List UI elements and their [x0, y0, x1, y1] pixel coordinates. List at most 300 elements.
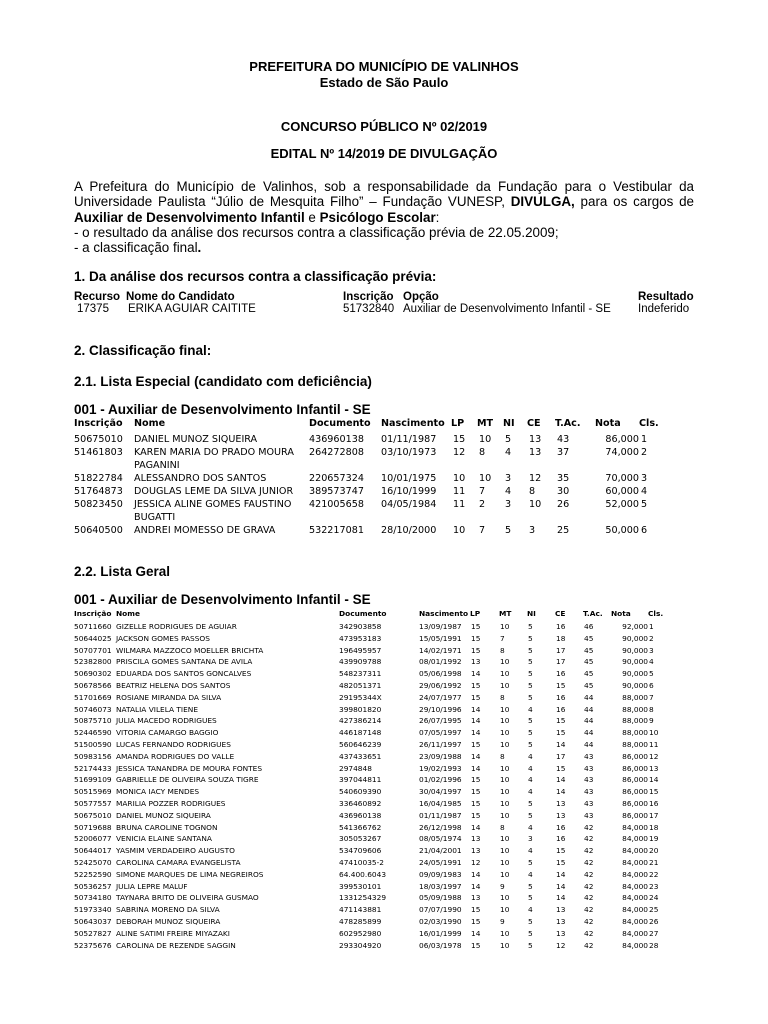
table-cell: 5 — [528, 916, 533, 926]
table-cell: 50675010 — [74, 810, 112, 820]
table-cell: 13 — [556, 905, 566, 915]
table-cell: 15 — [471, 916, 481, 926]
table-cell: 52375676 — [74, 940, 112, 950]
table-cell: 50515969 — [74, 787, 112, 797]
table-cell: 84,000 — [622, 893, 648, 903]
table-cell: 473953183 — [339, 633, 382, 643]
header-edital: EDITAL Nº 14/2019 DE DIVULGAÇÃO — [270, 146, 498, 161]
table-cell: 5 — [528, 645, 533, 655]
intro-item-1: - o resultado da análise dos recursos contra a classificação prévia de 22.05.2009; — [74, 225, 559, 240]
table-cell: 51973340 — [74, 905, 112, 915]
table-cell: 29195344X — [339, 692, 382, 702]
table-cell: 01/02/1996 — [419, 775, 462, 785]
table-cell: 42 — [584, 881, 594, 891]
table-cell: BEATRIZ HELENA DOS SANTOS — [116, 680, 231, 690]
table-cell: JESSICA ALINE GOMES FAUSTINO BUGATTI — [134, 499, 292, 523]
table-cell: 84,000 — [622, 857, 648, 867]
table-cell: 14 — [471, 869, 481, 879]
table-cell: 86,000 — [622, 751, 648, 761]
table-cell: 12 — [529, 473, 542, 484]
col-ce: CE — [555, 609, 566, 618]
intro-cargo-1: Auxiliar de Desenvolvimento Infantil — [74, 209, 305, 225]
table-cell: 84,000 — [622, 905, 648, 915]
table-row — [74, 845, 678, 857]
table-cell: 14/02/1971 — [419, 645, 462, 655]
table-cell: 20 — [649, 846, 659, 856]
table-cell: JULIA LEPRE MALUF — [116, 881, 188, 891]
table-cell: 4 — [528, 763, 533, 773]
table-cell: 86,000 — [622, 787, 648, 797]
table-row — [74, 433, 669, 446]
table-cell: 84,000 — [622, 869, 648, 879]
table-row — [74, 798, 678, 810]
table-cell: 52252590 — [74, 869, 112, 879]
table-cell: 51764873 — [74, 486, 123, 497]
table-cell: 17 — [649, 810, 659, 820]
header-concurso: CONCURSO PÚBLICO Nº 02/2019 — [280, 119, 488, 134]
table-cell: 14 — [471, 822, 481, 832]
table-cell: 14 — [471, 751, 481, 761]
table-cell: 427386214 — [339, 716, 382, 726]
table-cell: 12 — [649, 751, 659, 761]
table-cell: 13/09/1987 — [419, 622, 462, 631]
table-cell: 7 — [649, 692, 654, 702]
table-cell: 84,000 — [622, 881, 648, 891]
table-cell: 50644017 — [74, 846, 112, 856]
table-cell: 4 — [528, 905, 533, 915]
table-cell: 342903858 — [339, 622, 382, 631]
table-cell: 86,000 — [622, 775, 648, 785]
table-cell: KAREN MARIA DO PRADO MOURA PAGANINI — [134, 447, 294, 471]
table-row — [74, 668, 678, 680]
table-cell: 436960138 — [309, 434, 364, 445]
table-cell: 8 — [500, 692, 505, 702]
table-cell: CAROLINA CAMARA EVANGELISTA — [116, 857, 241, 867]
table-cell: 5 — [528, 657, 533, 667]
table-cell: 534709606 — [339, 846, 382, 856]
table-cell: 293304920 — [339, 940, 382, 950]
table-cell: 10 — [500, 869, 510, 879]
table-cell: 8 — [649, 704, 654, 714]
table-cell: 50536257 — [74, 881, 112, 891]
table-cell: 50,000 — [605, 525, 639, 536]
table-cell: 4 — [528, 751, 533, 761]
table-cell: 3 — [505, 473, 512, 484]
table-row — [74, 881, 678, 893]
table-cell: ROSIANE MIRANDA DA SILVA — [116, 692, 222, 702]
table-cell: 29/10/1996 — [419, 704, 462, 714]
table-cell: 50719688 — [74, 822, 112, 832]
table-cell: 15 — [471, 692, 481, 702]
appeals-col-recurso: Recurso — [74, 291, 121, 303]
table-cell: SABRINA MORENO DA SILVA — [116, 905, 220, 915]
table-cell: 5 — [528, 669, 533, 679]
table-cell: 15 — [471, 798, 481, 808]
table-cell: 10 — [500, 798, 510, 808]
table-cell: 3 — [641, 473, 648, 484]
table-cell: 13 — [556, 810, 566, 820]
table-cell: 50746073 — [74, 704, 112, 714]
table-cell: 42 — [584, 940, 594, 950]
table-row — [74, 524, 669, 537]
table-cell: 6 — [641, 525, 648, 536]
table-row — [74, 904, 678, 916]
table-cell: 43 — [584, 751, 594, 761]
table-cell: 2 — [649, 633, 654, 643]
table-cell: DANIEL MUNOZ SIQUEIRA — [134, 434, 258, 445]
table-cell: 50823450 — [74, 499, 123, 510]
special-list-body — [74, 433, 669, 537]
table-cell: 42 — [584, 834, 594, 844]
table-cell: 24/07/1977 — [419, 692, 462, 702]
table-row — [74, 822, 678, 834]
table-row — [74, 498, 669, 524]
table-cell: 14 — [471, 716, 481, 726]
table-cell: 2 — [641, 447, 648, 458]
general-header-row — [74, 609, 678, 621]
col-documento: Documento — [309, 418, 371, 429]
table-cell: 08/01/1992 — [419, 657, 462, 667]
table-row — [74, 833, 678, 845]
table-cell: 4 — [505, 486, 512, 497]
table-cell: ALINE SATIMI FREIRE MIYAZAKI — [116, 928, 230, 938]
col-mt: MT — [477, 418, 494, 429]
table-cell: 4 — [528, 704, 533, 714]
table-cell: 88,000 — [622, 716, 648, 726]
table-row — [74, 751, 678, 763]
table-cell: 45 — [584, 633, 594, 643]
table-cell: 16 — [556, 669, 566, 679]
table-cell: 28 — [649, 940, 659, 950]
table-cell: 439909788 — [339, 657, 382, 667]
table-cell: 30/04/1997 — [419, 787, 462, 797]
table-row — [74, 704, 678, 716]
appeals-cell: Auxiliar de Desenvolvimento Infantil - SE — [403, 303, 611, 315]
table-row — [74, 645, 678, 657]
table-cell: 50640500 — [74, 525, 123, 536]
table-cell: 70,000 — [605, 473, 639, 484]
table-cell: 540609390 — [339, 787, 382, 797]
table-cell: 50644025 — [74, 633, 112, 643]
table-cell: 15 — [471, 739, 481, 749]
table-cell: 532217081 — [309, 525, 364, 536]
table-cell: 15 — [556, 763, 566, 773]
appeals-cell: 51732840 — [343, 303, 395, 315]
table-cell: 18/03/1997 — [419, 881, 462, 891]
table-cell: 52174433 — [74, 763, 112, 773]
table-cell: 03/10/1973 — [381, 447, 437, 458]
table-cell: 04/05/1984 — [381, 499, 437, 510]
table-cell: 15 — [556, 857, 566, 867]
table-row — [74, 692, 678, 704]
table-cell: VITORIA CAMARGO BAGGIO — [116, 728, 219, 738]
table-cell: 51701669 — [74, 692, 112, 702]
section-2-1-cargo: 001 - Auxiliar de Desenvolvimento Infantil - SE — [74, 402, 371, 417]
col-nascimento: Nascimento — [381, 418, 445, 429]
table-cell: 336460892 — [339, 798, 382, 808]
table-cell: DOUGLAS LEME DA SILVA JUNIOR — [134, 486, 294, 497]
table-cell: JACKSON GOMES PASSOS — [116, 633, 210, 643]
col-ce: CE — [527, 418, 541, 429]
table-cell: 10 — [500, 846, 510, 856]
table-cell: VENICIA ELAINE SANTANA — [116, 834, 212, 844]
table-cell: 44 — [584, 704, 594, 714]
table-cell: 24 — [649, 893, 659, 903]
col-lp: LP — [451, 418, 465, 429]
appeals-cell: 17375 — [77, 303, 109, 315]
table-cell: MONICA IACY MENDES — [116, 787, 200, 797]
table-cell: 42 — [584, 846, 594, 856]
table-cell: 15 — [556, 728, 566, 738]
table-cell: GABRIELLE DE OLIVEIRA SOUZA TIGRE — [116, 775, 259, 785]
table-cell: 43 — [584, 798, 594, 808]
table-cell: 01/11/1987 — [381, 434, 437, 445]
table-cell: 60,000 — [605, 486, 639, 497]
appeals-table — [74, 291, 694, 315]
table-cell: 88,000 — [622, 704, 648, 714]
table-cell: 4 — [528, 846, 533, 856]
table-cell: 5 — [528, 728, 533, 738]
table-cell: 10 — [500, 763, 510, 773]
table-cell: 15 — [453, 434, 466, 445]
table-cell: 02/03/1990 — [419, 916, 462, 926]
table-cell: 15 — [471, 622, 481, 631]
table-cell: 06/03/1978 — [419, 940, 462, 950]
col-lp: LP — [470, 609, 481, 618]
table-cell: 09/09/1983 — [419, 869, 462, 879]
table-cell: 10 — [500, 657, 510, 667]
table-cell: 10 — [649, 728, 659, 738]
table-row — [74, 857, 678, 869]
table-cell: 90,000 — [622, 657, 648, 667]
table-cell: 541366762 — [339, 822, 382, 832]
table-row — [74, 485, 669, 498]
table-cell: 11 — [649, 739, 659, 749]
table-cell: 45 — [584, 645, 594, 655]
table-cell: 24/05/1991 — [419, 857, 462, 867]
col-ni: NI — [527, 609, 536, 618]
table-cell: 10 — [500, 775, 510, 785]
table-cell: 15 — [556, 846, 566, 856]
col-cls: Cls. — [648, 609, 664, 618]
table-cell: 399530101 — [339, 881, 382, 891]
table-cell: 5 — [528, 739, 533, 749]
table-cell: 84,000 — [622, 846, 648, 856]
intro-item-2 — [74, 240, 694, 255]
table-cell: 264272808 — [309, 447, 364, 458]
table-cell: 13 — [471, 893, 481, 903]
table-cell: 8 — [479, 447, 486, 458]
table-cell: 22 — [649, 869, 659, 879]
table-cell: 46 — [584, 622, 594, 631]
table-cell: 5 — [641, 499, 648, 510]
table-cell: 5 — [528, 881, 533, 891]
table-cell: 4 — [528, 869, 533, 879]
table-row — [74, 680, 678, 692]
table-cell: 26 — [649, 916, 659, 926]
table-cell: 37 — [557, 447, 570, 458]
table-cell: 10 — [500, 669, 510, 679]
table-cell: 42 — [584, 822, 594, 832]
table-cell: 10 — [479, 473, 492, 484]
intro-divulga: DIVULGA, — [510, 194, 575, 210]
table-row — [74, 739, 678, 751]
appeals-col-opcao: Opção — [403, 291, 439, 303]
table-cell: 14 — [471, 728, 481, 738]
table-cell: 1 — [641, 434, 648, 445]
table-cell: 15 — [471, 810, 481, 820]
table-row — [74, 892, 678, 904]
table-cell: 6 — [649, 680, 654, 690]
table-cell: 84,000 — [622, 822, 648, 832]
table-cell: 5 — [528, 940, 533, 950]
table-cell: 47410035-2 — [339, 857, 384, 867]
table-cell: DEBORAH MUNOZ SIQUEIRA — [116, 916, 221, 926]
table-cell: 602952980 — [339, 928, 382, 938]
table-cell: 482051371 — [339, 680, 382, 690]
table-cell: 35 — [557, 473, 570, 484]
table-cell: 5 — [649, 669, 654, 679]
table-cell: 05/09/1988 — [419, 893, 462, 903]
table-cell: 51699109 — [74, 775, 112, 785]
table-cell: MARILIA POZZER RODRIGUES — [116, 798, 226, 808]
appeals-col-resultado: Resultado — [638, 291, 694, 303]
col-tac: T.Ac. — [583, 609, 603, 618]
table-cell: GIZELLE RODRIGUES DE AGUIAR — [116, 622, 237, 631]
table-cell: 10/01/1975 — [381, 473, 437, 484]
table-row — [74, 656, 678, 668]
table-cell: 50707701 — [74, 645, 112, 655]
table-cell: 14 — [471, 881, 481, 891]
table-cell: 45 — [584, 669, 594, 679]
table-cell: 50875710 — [74, 716, 112, 726]
table-cell: 7 — [479, 486, 486, 497]
section-2-title: 2. Classificação final: — [74, 343, 212, 358]
table-cell: 15 — [471, 633, 481, 643]
table-cell: 15 — [471, 905, 481, 915]
table-cell: 15 — [471, 645, 481, 655]
table-cell: 45 — [584, 680, 594, 690]
table-cell: 92,000 — [622, 622, 648, 631]
col-nota: Nota — [611, 609, 631, 618]
table-row — [74, 446, 669, 472]
table-cell: 13 — [529, 447, 542, 458]
table-cell: 19/02/1993 — [419, 763, 462, 773]
table-cell: DANIEL MUNOZ SIQUEIRA — [116, 810, 211, 820]
table-cell: 389573747 — [309, 486, 364, 497]
table-cell: 42 — [584, 905, 594, 915]
table-cell: 90,000 — [622, 633, 648, 643]
table-cell: 30 — [557, 486, 570, 497]
table-cell: 86,000 — [605, 434, 639, 445]
table-cell: 14 — [556, 787, 566, 797]
table-cell: 9 — [500, 881, 505, 891]
table-cell: 8 — [500, 822, 505, 832]
table-cell: AMANDA RODRIGUES DO VALLE — [116, 751, 235, 761]
table-cell: 52382800 — [74, 657, 112, 667]
col-nome: Nome — [116, 609, 140, 618]
table-cell: 15 — [471, 940, 481, 950]
table-cell: 14 — [471, 928, 481, 938]
table-cell: YASMIM VERDADEIRO AUGUSTO — [116, 846, 235, 856]
table-cell: 10 — [500, 716, 510, 726]
table-cell: 10 — [500, 893, 510, 903]
table-cell: 50983156 — [74, 751, 112, 761]
table-row — [74, 869, 678, 881]
special-header-row — [74, 418, 669, 433]
section-2-2-cargo: 001 - Auxiliar de Desenvolvimento Infantil - SE — [74, 592, 371, 607]
table-cell: 01/11/1987 — [419, 810, 462, 820]
table-cell: 305053267 — [339, 834, 382, 844]
table-cell: 14 — [471, 763, 481, 773]
table-cell: 42 — [584, 893, 594, 903]
table-cell: 26/12/1998 — [419, 822, 462, 832]
table-cell: ALESSANDRO DOS SANTOS — [134, 473, 267, 484]
table-cell: 15/05/1991 — [419, 633, 462, 643]
table-cell: 18 — [556, 633, 566, 643]
intro-text-1: A Prefeitura do Município de Valinhos, sob a responsabilidade da Fundação para o Vestibular da Universidade Paulista “Júlio de Mesquita Filho” – Fundação VUNESP, — [74, 179, 694, 210]
table-cell: 399801820 — [339, 704, 382, 714]
table-cell: 14 — [556, 869, 566, 879]
table-cell: 14 — [556, 775, 566, 785]
table-cell: 52425070 — [74, 857, 112, 867]
table-cell: EDUARDA DOS SANTOS GONCALVES — [116, 669, 252, 679]
table-cell: 16 — [649, 798, 659, 808]
table-cell: 44 — [584, 739, 594, 749]
table-cell: 86,000 — [622, 763, 648, 773]
table-cell: 14 — [649, 775, 659, 785]
table-cell: 5 — [528, 928, 533, 938]
col-cls: Cls. — [639, 418, 659, 429]
table-cell: 15 — [471, 680, 481, 690]
table-row — [74, 774, 678, 786]
table-cell: 13 — [471, 846, 481, 856]
table-cell: 23 — [649, 881, 659, 891]
general-list-table — [74, 609, 678, 951]
table-cell: 28/10/2000 — [381, 525, 437, 536]
table-cell: 25 — [557, 525, 570, 536]
table-cell: 5 — [528, 680, 533, 690]
table-cell: 42 — [584, 928, 594, 938]
col-mt: MT — [499, 609, 512, 618]
table-row — [74, 633, 678, 645]
table-cell: 42 — [584, 916, 594, 926]
table-cell: WILMARA MAZZOCO MOELLER BRICHTA — [116, 645, 264, 655]
table-cell: 9 — [500, 916, 505, 926]
intro-paragraph — [74, 179, 694, 225]
table-cell: 18 — [649, 822, 659, 832]
table-cell: BRUNA CAROLINE TOGNON — [116, 822, 218, 832]
table-cell: 90,000 — [622, 669, 648, 679]
table-row — [74, 472, 669, 485]
appeals-cell: ERIKA AGUIAR CAITITE — [128, 303, 256, 315]
table-cell: 5 — [528, 622, 533, 631]
table-cell: 26/07/1995 — [419, 716, 462, 726]
table-cell: 17 — [556, 657, 566, 667]
table-row — [74, 940, 678, 952]
col-inscricao: Inscrição — [74, 609, 112, 618]
table-cell: 88,000 — [622, 692, 648, 702]
table-cell: 16 — [556, 834, 566, 844]
table-cell: 25 — [649, 905, 659, 915]
table-cell: 05/06/1998 — [419, 669, 462, 679]
table-cell: 10 — [500, 905, 510, 915]
table-cell: 10 — [500, 622, 510, 631]
table-cell: 84,000 — [622, 916, 648, 926]
table-cell: 4 — [528, 787, 533, 797]
table-cell: 8 — [500, 751, 505, 761]
table-cell: 5 — [528, 857, 533, 867]
